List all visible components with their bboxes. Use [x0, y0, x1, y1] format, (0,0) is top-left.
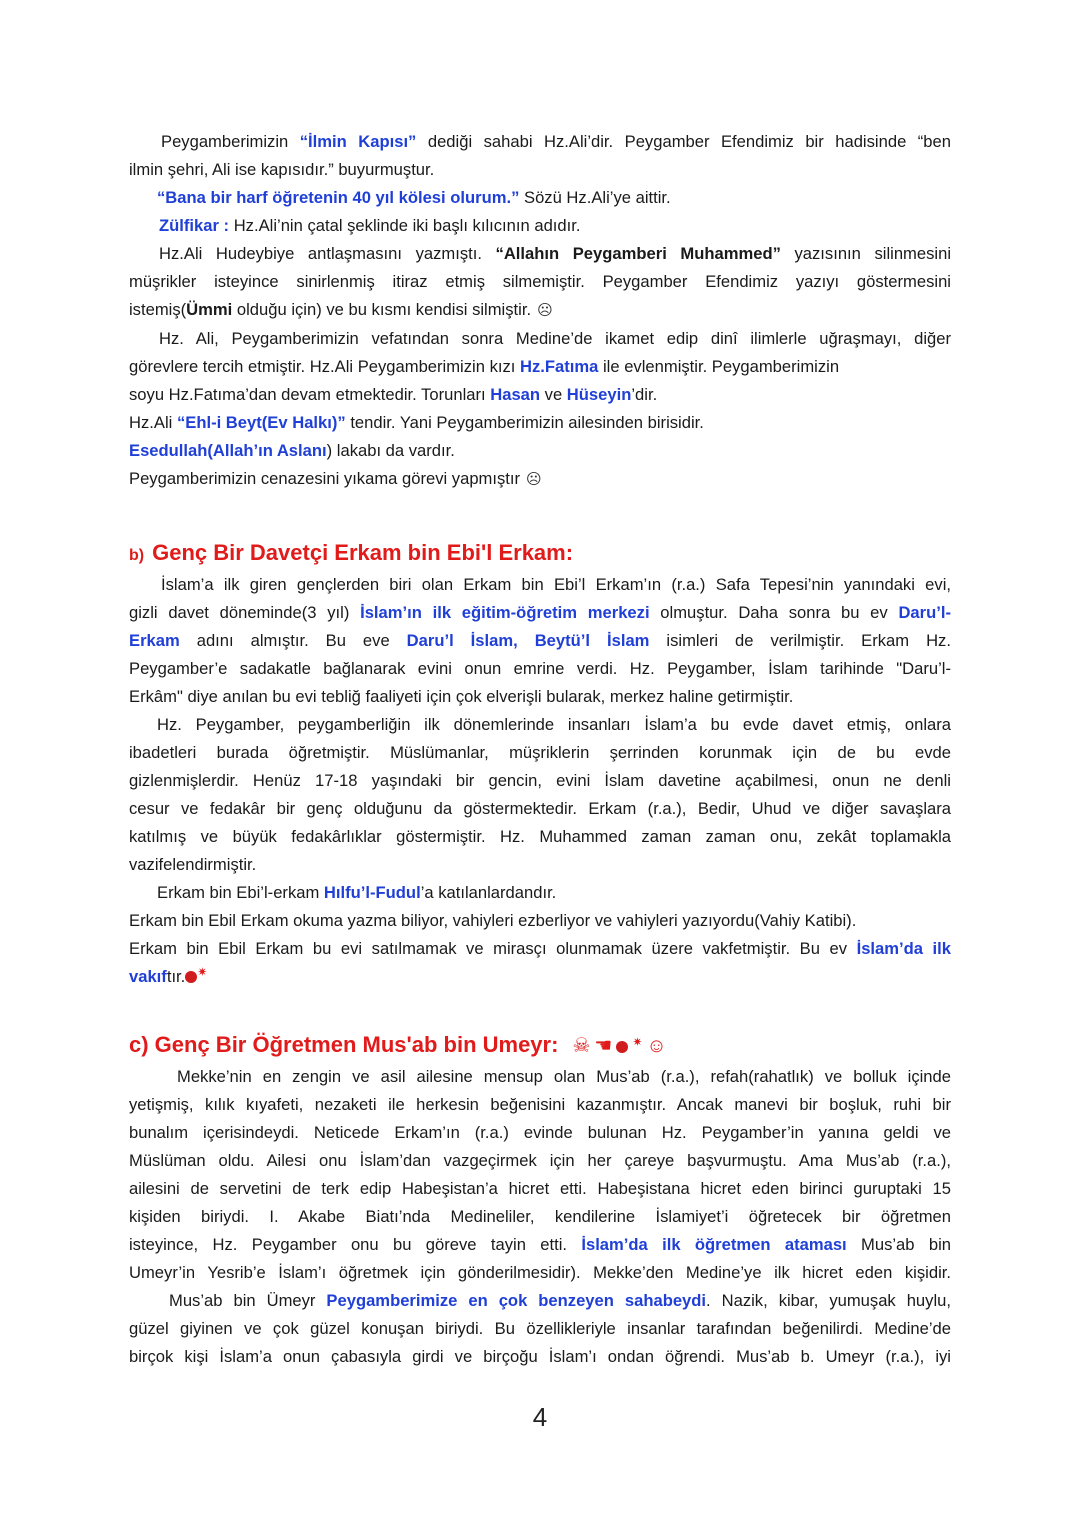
paragraph-line: yetişmiş, kılık kıyafeti, nezaketi ile herkesin beğenisini kazanmıştır. Ancak manevi bir boşluk, ruhi bir	[129, 1095, 951, 1114]
paragraph-line: ibadetleri burada öğretmiştir. Müslümanlar, müşriklerin şerrinden korunmak için de bu evde	[129, 743, 951, 762]
paragraph-line: Erkam bin Ebil Erkam bu evi satılmamak ve mirasçı olunmamak üzere vakfetmiştir. Bu ev İslam’da ilk	[129, 939, 952, 958]
paragraph-line: “Bana bir harf öğretenin 40 yıl kölesi olurum.” Sözü Hz.Ali’ye aittir.	[157, 188, 671, 207]
document-page	[129, 128, 951, 1371]
paragraph-line: Umeyr’in Yesrib’e İslam’ı öğretmek için gönderilmesidir). Mekke’den Medine’ye ilk hicret eden kişidir.	[129, 1263, 951, 1282]
paragraph-line: Hz.Ali Hudeybiye antlaşmasını yazmıştı. “Allahın Peygamberi Muhammed” yazısının silinmesini	[159, 244, 951, 263]
paragraph-line: Erkam bin Ebil Erkam okuma yazma biliyor, vahiyleri ezberliyor ve vahiyleri yazıyordu(Vahiy Katibi).	[129, 911, 857, 930]
spark-icon: ✷	[197, 965, 208, 979]
paragraph-line: Hz.Ali “Ehl-i Beyt(Ev Halkı)” tendir. Yani Peygamberimizin ailesinden birisidir.	[129, 413, 704, 432]
paragraph-line: Esedullah(Allah’ın Aslanı) lakabı da vardır.	[129, 441, 455, 460]
paragraph-line: isteyince, Hz. Peygamber onu bu göreve tayin etti. İslam’da ilk öğretmen ataması Mus’ab bin	[129, 1235, 951, 1254]
paragraph-line: ilmin şehri, Ali ise kapısıdır.” buyurmuştur.	[129, 160, 435, 179]
paragraph-line: kişiden biriydi. I. Akabe Biatı’nda Medineliler, kendilerine İslamiyet’i öğretecek bir öğretmen	[129, 1207, 951, 1226]
paragraph-line: istemiş(Ümmi olduğu için) ve bu kısmı kendisi silmiştir. ☹	[129, 296, 951, 325]
paragraph-line: Peygamberimizin “İlmin Kapısı” dediği sahabi Hz.Ali’dir. Peygamber Efendimiz bir hadisinde “ben	[161, 132, 951, 151]
paragraph-line: Peygamberimizin cenazesini yıkama görevi yapmıştır ☹	[129, 465, 951, 494]
section-heading: b) Genç Bir Davetçi Erkam bin Ebi'l Erkam:	[129, 540, 574, 565]
skull-icon: ☠	[572, 1035, 591, 1057]
paragraph-line: birçok kişi İslam’a onun çabasıyla girdi ve birçoğu İslam’ı ondan öğrendi. Mus’ab b. Umeyr (r.a.), iyi	[129, 1347, 951, 1366]
paragraph-line: katılmış ve büyük fedakârlıklar göstermiştir. Hz. Muhammed zaman zaman onu, zekât toplamakla	[129, 827, 951, 846]
paragraph-line: Hz. Peygamber, peygamberliğin ilk dönemlerinde insanları İslam’a bu evde davet etmiş, onlara	[157, 715, 951, 734]
paragraph-line: gizlenmişlerdir. Henüz 17-18 yaşındaki bir gencin, evini İslam davetine açabilmesi, onun ne denli	[129, 771, 951, 790]
paragraph-line: Mekke’nin en zengin ve asil ailesine mensup olan Mus’ab (r.a.), refah(rahatlık) ve bolluk içinde	[177, 1067, 951, 1086]
paragraph-line: Zülfikar : Hz.Ali’nin çatal şeklinde iki başlı kılıcının adıdır.	[159, 216, 581, 235]
smiley-icon: ☺	[646, 1035, 667, 1057]
sad-face-icon: ☹	[526, 471, 542, 488]
paragraph-line: Hz. Ali, Peygamberimizin vefatından sonra Medine’de ikamet edip dinî ilimlerle uğraşmayı, diğer	[159, 329, 951, 348]
paragraph-line: bunalım içerisindeydi. Neticede Erkam’ın (r.a.) evinde bulunan Hz. Peygamber’in yanına geldi ve	[129, 1123, 951, 1142]
sad-face-icon: ☹	[537, 302, 553, 319]
paragraph-line: vakıftır. ✷	[129, 965, 208, 986]
hand-icon: ☚	[594, 1035, 613, 1057]
paragraph-line: gizli davet döneminde(3 yıl) İslam’ın ilk eğitim-öğretim merkezi olmuştur. Daha sonra bu ev Daru’l-	[129, 603, 951, 622]
section-heading: c) Genç Bir Öğretmen Mus'ab bin Umeyr: ☠ ☚ ✷ ☺	[129, 1030, 951, 1063]
paragraph-line: Müslüman oldu. Ailesi onu İslam’dan vazgeçirmek için her çareye başvurmuştu. Ama Mus’ab (r.a.),	[129, 1151, 951, 1170]
paragraph-line: vazifelendirmiştir.	[129, 855, 257, 874]
paragraph-line: Erkâm" diye anılan bu evi tebliğ faaliyeti için çok elverişli bularak, merkez haline getirmiştir.	[129, 687, 794, 706]
spark-icon: ✷	[632, 1035, 643, 1049]
bomb-icon	[616, 1041, 628, 1053]
bomb-icon	[185, 971, 197, 983]
paragraph-line: müşrikler isteyince sinirlenmiş itiraz etmiş silmemiştir. Peygamber Efendimiz yazıyı göstermesini	[129, 272, 951, 291]
paragraph-line: Erkam adını almıştır. Bu eve Daru’l İslam, Beytü’l İslam isimleri de verilmiştir. Erkam Hz.	[129, 631, 951, 650]
paragraph-line: ailesini de servetini de terk edip Habeşistan’a hicret etti. Habeşistana hicret eden birinci guruptaki 15	[129, 1179, 951, 1198]
paragraph-line: görevlere tercih etmiştir. Hz.Ali Peygamberimizin kızı Hz.Fatıma ile evlenmiştir. Peygamberimizin	[129, 357, 840, 376]
paragraph-line: İslam’a ilk giren gençlerden biri olan Erkam bin Ebi’l Erkam’ın (r.a.) Safa Tepesi’nin yanındaki evi,	[161, 575, 951, 594]
section-label: b)	[129, 547, 145, 564]
paragraph-line: güzel giyinen ve çok güzel konuşan biriydi. Bu özellikleriyle insanlar tarafından beğenilirdi. Medine’de	[129, 1319, 951, 1338]
paragraph-line: Mus’ab bin Ümeyr Peygamberimize en çok benzeyen sahabeydi. Nazik, kibar, yumuşak huylu,	[169, 1291, 951, 1310]
decoration-icons	[572, 1031, 670, 1063]
paragraph-line: soyu Hz.Fatıma’dan devam etmektedir. Torunları Hasan ve Hüseyin’dir.	[129, 385, 658, 404]
paragraph-line: Peygamber’e sadakatle bağlanarak evini onun emrine verdi. Hz. Peygamber, İslam tarihinde "Daru’l-	[129, 659, 951, 678]
paragraph-line: Erkam bin Ebi’l-erkam Hılfu’l-Fudul’a katılanlardandır.	[157, 883, 557, 902]
paragraph-line: cesur ve fedakâr bir genç olduğunu da göstermektedir. Erkam (r.a.), Bedir, Uhud ve diğer savaşlara	[129, 799, 951, 818]
page-number: 4	[532, 1402, 548, 1432]
